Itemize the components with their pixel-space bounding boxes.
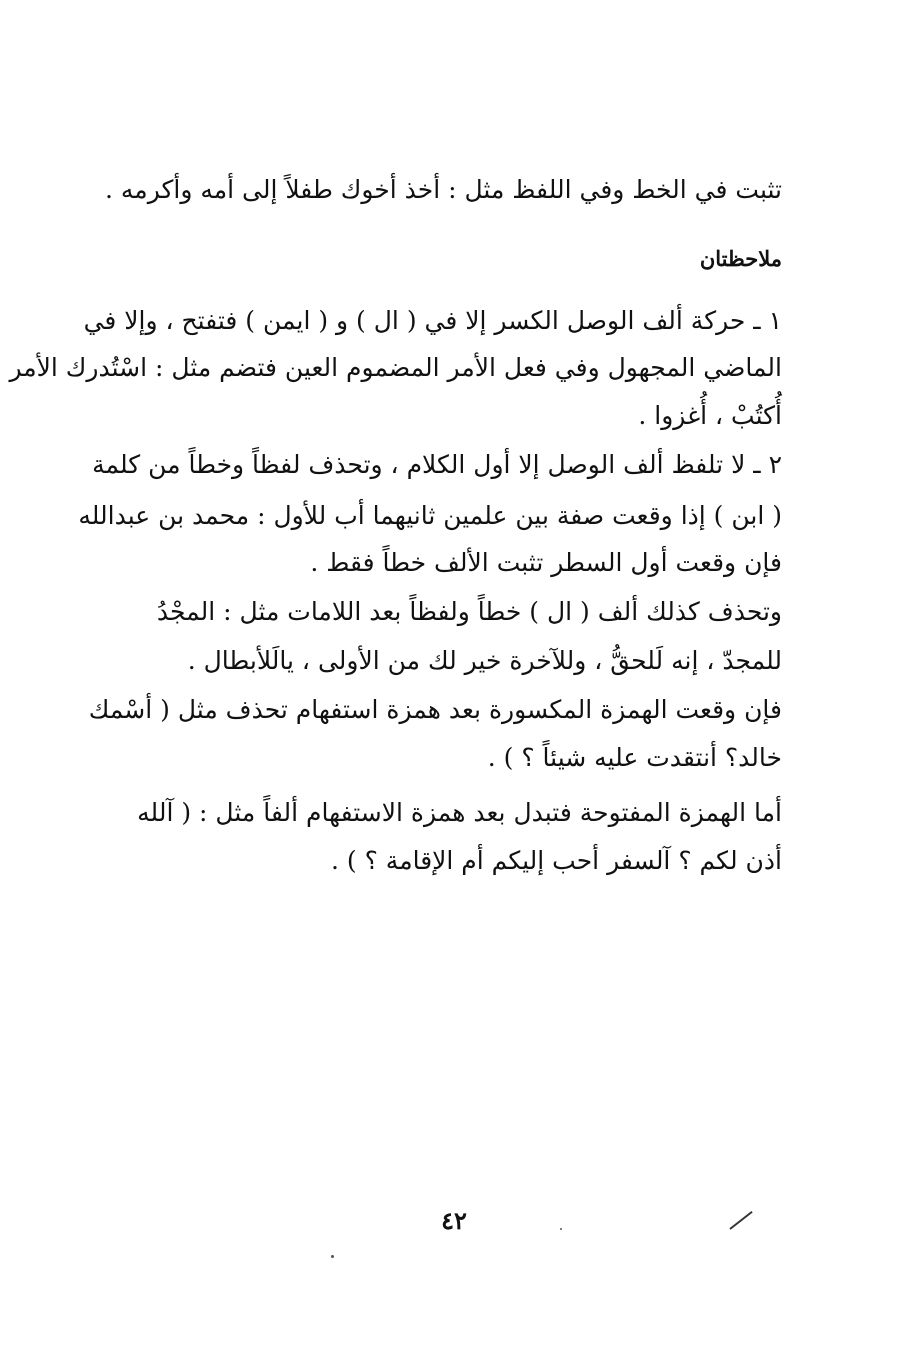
section-heading: ملاحظتان (699, 246, 782, 271)
paragraph-3-line-1: وتحذف كذلك ألف ( ال ) خطاً ولفظاً بعد اللامات مثل : المجْدُ (156, 597, 782, 626)
paragraph-4-line-1: فإن وقعت الهمزة المكسورة بعد همزة استفهام تحذف مثل ( أسْمك (88, 695, 782, 724)
paragraph-5-line-2: أذن لكم ؟ آلسفر أحب إليكم أم الإقامة ؟ ) . (330, 846, 782, 875)
scan-speck (560, 1228, 562, 1230)
note-1-line-2: الماضي المجهول وفي فعل الأمر المضموم العين فتضم مثل : اسْتُدرك الأمر (9, 353, 782, 382)
note-2-line-1: ٢ ـ لا تلفظ ألف الوصل إلا أول الكلام ، وتحذف لفظاً وخطاً من كلمة (92, 450, 782, 479)
paragraph-3-line-2: للمجدّ ، إنه لَلحقُّ ، وللآخرة خير لك من الأولى ، يالَلأبطال . (187, 646, 782, 675)
paragraph-4-line-2: خالد؟ أنتقدت عليه شيئاً ؟ ) . (487, 743, 782, 772)
text-line-1: تثبت في الخط وفي اللفظ مثل : أخذ أخوك طفلاً إلى أمه وأكرمه . (105, 175, 782, 204)
paragraph-5-line-1: أما الهمزة المفتوحة فتبدل بعد همزة الاستفهام ألفاً مثل : ( آلله (137, 798, 782, 827)
scan-scratch (729, 1211, 752, 1230)
scan-speck (331, 1255, 334, 1258)
note-2-line-3: فإن وقعت أول السطر تثبت الألف خطاً فقط . (310, 548, 782, 577)
note-1-line-1: ١ ـ حركة ألف الوصل الكسر إلا في ( ال ) و ( ايمن ) فتفتح ، وإلا في (83, 306, 782, 335)
note-1-line-3: أُكتُبْ ، أُغزوا . (638, 401, 782, 430)
page-number: ٤٢ (441, 1206, 467, 1235)
note-2-line-2: ( ابن ) إذا وقعت صفة بين علمين ثانيهما أب للأول : محمد بن عبدالله (78, 501, 782, 530)
